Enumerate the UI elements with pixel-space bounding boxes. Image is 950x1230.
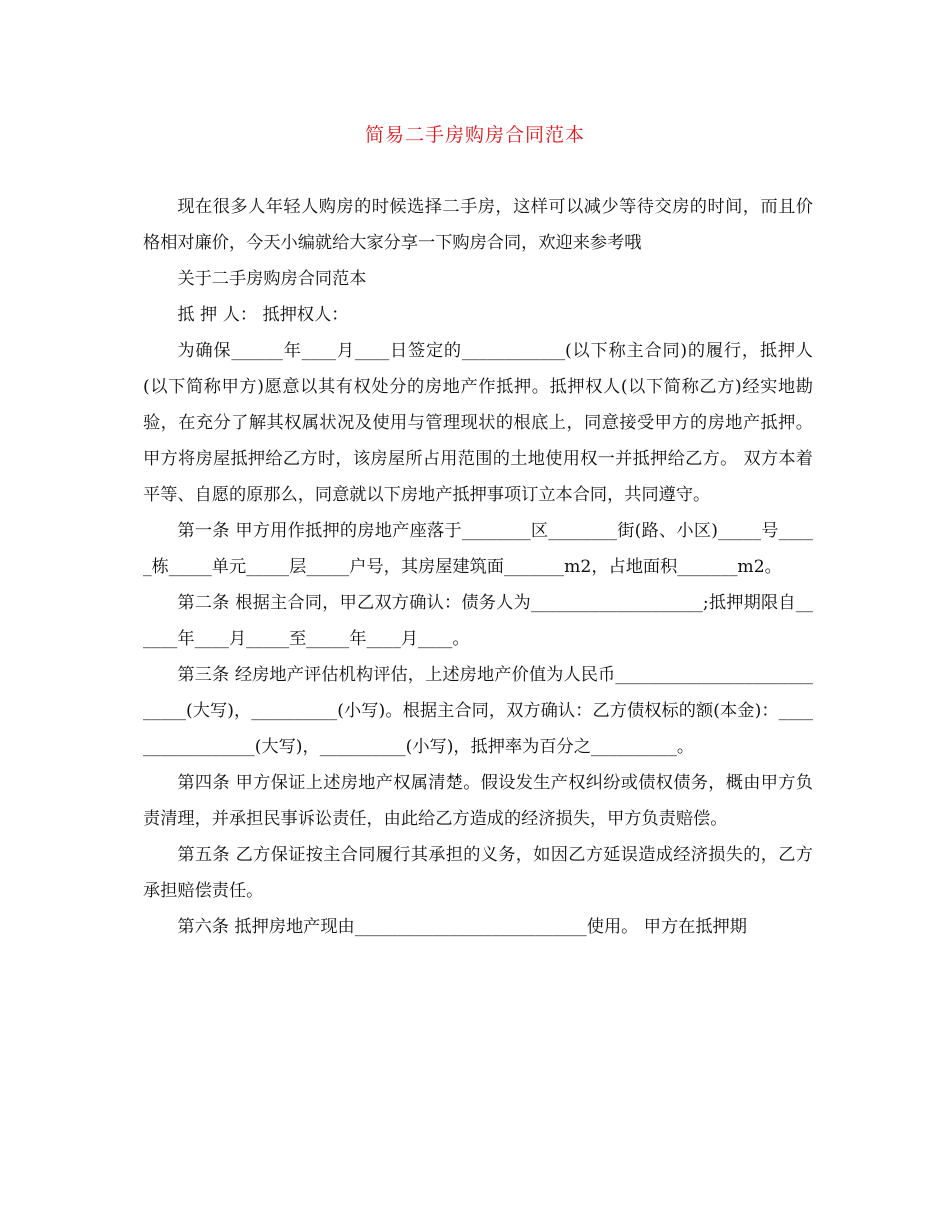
article-5: 第五条 乙方保证按主合同履行其承担的义务，如因乙方延误造成经济损失的，乙方承担赔偿责任。 [143,845,813,901]
section-heading: 关于二手房购房合同范本 [177,269,367,289]
document-title: 简易二手房购房合同范本 [364,124,585,146]
article-3: 第三条 经房地产评估机构评估，上述房地产价值为人民币____________________________(大写)，__________(小写)。根据主合同，双方确认：乙方债权标的额(本金)：_________________(大写)，__________(小写)，抵押率为百分之__________。 [143,665,813,757]
parties-line: 抵 押 人： 抵押权人： [177,305,349,325]
preamble-paragraph: 为确保______年____月____日签定的____________(以下称主合同)的履行，抵押人(以下简称甲方)愿意以其有权处分的房地产作抵押。抵押权人(以下简称乙方)经实地勘验，在充分了解其权属状况及使用与管理现状的根底上，同意接受甲方的房地产抵押。甲方将房屋抵押给乙方时，该房屋所占用范围的土地使用权一并抵押给乙方。 双方本着平等、自愿的原那么，同意就以下房地产抵押事项订立本合同，共同遵守。 [143,341,813,505]
article-1: 第一条 甲方用作抵押的房地产座落于________区________街(路、小区)_____号_____栋_____单元_____层_____户号，其房屋建筑面_______m2，占地面积_______m2。 [143,521,813,577]
document-body [143,189,813,945]
article-4: 第四条 甲方保证上述房地产权属清楚。假设发生产权纠纷或债权债务，概由甲方负责清理，并承担民事诉讼责任，由此给乙方造成的经济损失，甲方负责赔偿。 [143,773,813,829]
article-6: 第六条 抵押房地产现由___________________________使用。 甲方在抵押期 [177,917,747,937]
article-2: 第二条 根据主合同，甲乙双方确认：债务人为____________________;抵押期限自______年____月_____至_____年____月____。 [143,593,813,649]
intro-paragraph: 现在很多人年轻人购房的时候选择二手房，这样可以减少等待交房的时间，而且价格相对廉价，今天小编就给大家分享一下购房合同，欢迎来参考哦 [143,197,813,253]
